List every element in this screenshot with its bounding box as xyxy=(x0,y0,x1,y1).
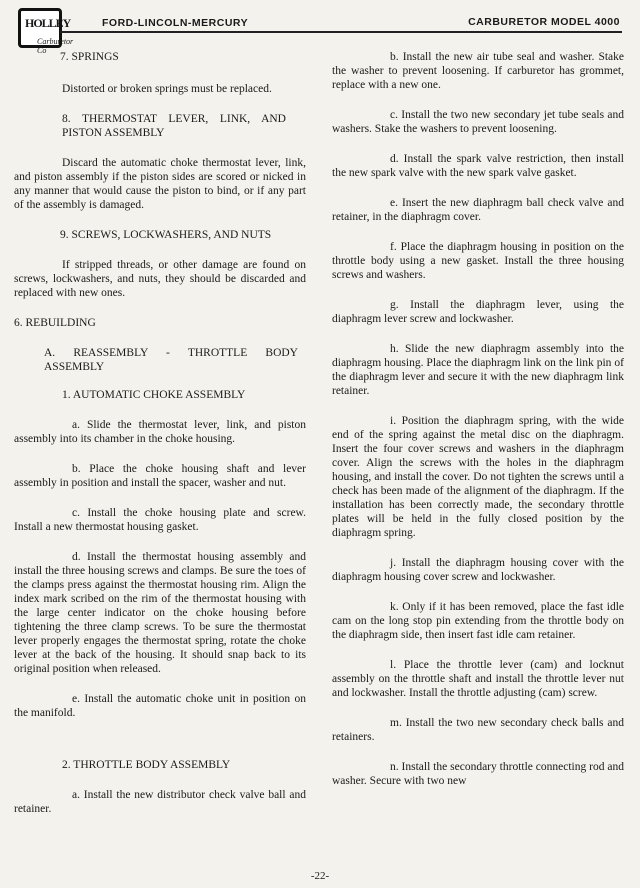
choke-step-e: e. Install the automatic choke unit in position on the manifold. xyxy=(14,693,306,719)
throttle-step-j: j. Install the diaphragm housing cover with the diaphragm housing cover screw and lockwasher. xyxy=(332,557,624,583)
throttle-step-d: d. Install the spark valve restriction, then install the new spark valve with the new spark valve gasket. xyxy=(332,153,624,179)
page-number: -22- xyxy=(310,870,330,882)
thermostat-heading: 8. THERMOSTAT LEVER, LINK, AND PISTON ASSEMBLY xyxy=(62,113,286,139)
right-column xyxy=(332,50,624,788)
screws-text: If stripped threads, or other damage are found on screws, lockwashers, and nuts, they should be discarded and replaced with new ones. xyxy=(14,259,306,299)
screws-heading: 9. SCREWS, LOCKWASHERS, AND NUTS xyxy=(60,229,272,241)
logo-subtext: Carburetor Co xyxy=(37,37,74,55)
header-model: CARBURETOR MODEL 4000 xyxy=(468,16,620,28)
page-header xyxy=(0,0,640,55)
throttle-step-k: k. Only if it has been removed, place the fast idle cam on the long stop pin extending from the throttle body on the diaphragm side, then insert fast idle cam retainer. xyxy=(332,601,624,641)
choke-step-a: a. Slide the thermostat lever, link, and piston assembly into its chamber in the choke housing. xyxy=(14,419,306,445)
logo-text: HOLLEY xyxy=(25,16,71,30)
throttle-step-g: g. Install the diaphragm lever, using the diaphragm lever screw and lockwasher. xyxy=(332,299,624,325)
header-manufacturer: FORD-LINCOLN-MERCURY xyxy=(102,17,249,29)
left-column xyxy=(14,50,306,816)
throttle-step-e: e. Insert the new diaphragm ball check valve and retainer, in the diaphragm cover. xyxy=(332,197,624,223)
throttle-step-h: h. Slide the new diaphragm assembly into the diaphragm housing. Place the diaphragm link on the link pin of the diaphragm lever and secure it with the new diaphragm link retainer. xyxy=(332,343,624,397)
throttle-step-l: l. Place the throttle lever (cam) and locknut assembly on the throttle shaft and install the throttle lever nut and lockwasher. Install the throttle adjusting (cam) screw. xyxy=(332,659,624,699)
choke-step-d: d. Install the thermostat housing assembly and install the three housing screws and clamps. Be sure the toes of the clamps press against the thermostat housing rim. Align the index mark scribed on the rim of the thermostat housing with the large center indicator on the choke housing before tightening the three clamp screws. To be sure the thermostat lever properly engages the thermostat spring, rotate the choke lever at the back of the housing. It should snap back to its original position when released. xyxy=(14,551,306,675)
springs-text: Distorted or broken springs must be replaced. xyxy=(62,83,272,95)
throttle-step-f: f. Place the diaphragm housing in position on the throttle body using a new gasket. Install the three housing screws and washers. xyxy=(332,241,624,281)
springs-heading: 7. SPRINGS xyxy=(60,51,119,63)
throttle-heading: 2. THROTTLE BODY ASSEMBLY xyxy=(62,759,231,771)
choke-heading: 1. AUTOMATIC CHOKE ASSEMBLY xyxy=(62,389,246,401)
holley-logo xyxy=(18,8,74,55)
throttle-step-b: b. Install the new air tube seal and washer. Stake the washer to prevent loosening. If carburetor has grommet, replace with a new one. xyxy=(332,51,624,91)
throttle-step-i: i. Position the diaphragm spring, with the wide end of the spring against the metal disc on the diaphragm. Insert the four cover screws and washers in the diaphragm cover. Align the screws with the holes in the diaphragm housing, and install the cover. Do not tighten the screws until a check has been made of the alignment of the diaphragm. If the installation has been correctly made, the secondary throttle plates will be held in the fully closed position by the diaphragm spring. xyxy=(332,415,624,539)
thermostat-text: Discard the automatic choke thermostat lever, link, and piston assembly if the piston sides are scored or nicked in any manner that would cause the piston to bind, or if any part of the assembly is damaged. xyxy=(14,157,306,211)
throttle-step-m: m. Install the two new secondary check balls and retainers. xyxy=(332,717,624,743)
rebuilding-heading: 6. REBUILDING xyxy=(14,317,96,329)
reassembly-heading: A. REASSEMBLY - THROTTLE BODY ASSEMBLY xyxy=(44,347,298,373)
choke-step-c: c. Install the choke housing plate and screw. Install a new thermostat housing gasket. xyxy=(14,507,306,533)
throttle-step-a: a. Install the new distributor check valve ball and retainer. xyxy=(14,789,306,815)
header-rule xyxy=(60,31,622,33)
throttle-step-c: c. Install the two new secondary jet tube seals and washers. Stake the washers to prevent loosening. xyxy=(332,109,624,135)
choke-step-b: b. Place the choke housing shaft and lever assembly in position and install the spacer, washer and nut. xyxy=(14,463,306,489)
throttle-step-n: n. Install the secondary throttle connecting rod and washer. Secure with two new xyxy=(332,761,624,787)
